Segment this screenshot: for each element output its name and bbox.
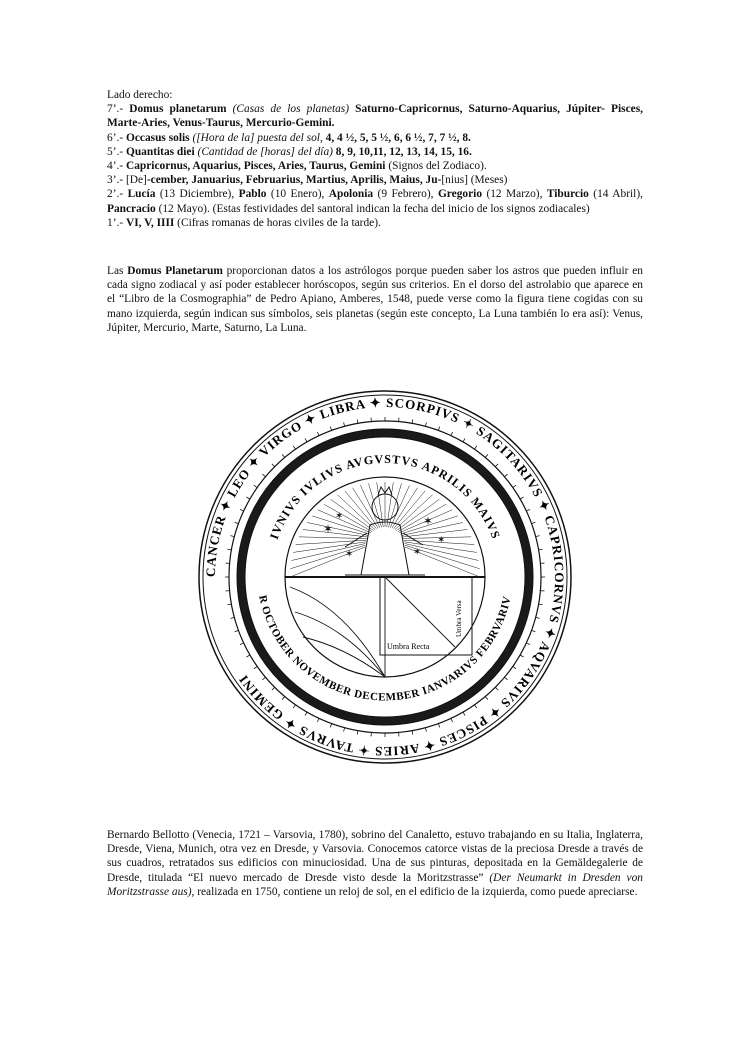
tick-mark [272, 464, 275, 467]
tick-mark [262, 474, 265, 477]
item-values: 8, 9, 10,11, 12, 13, 14, 15, 16. [335, 145, 472, 158]
tick-mark [513, 666, 516, 668]
tick-mark [412, 419, 413, 423]
lower-month-ring-text: R OCTOBER NOVEMBER DECEMBER IANVARIVS FEBRVARIV [256, 594, 514, 704]
item-term: Capricornus, Aquarius, Pisces, Aries, Taurus, Gemini [125, 160, 386, 173]
text-run: (Der Neumarkt in Dresden von Moritzstrasse aus) [107, 871, 643, 898]
tick-mark [246, 655, 249, 657]
text-run: , realizada en 1750, contiene un reloj de sol, en el edificio de la izquierda, como puede apreciarse. [191, 885, 638, 898]
tick-mark [520, 655, 523, 657]
tick-mark [235, 522, 239, 523]
tick-mark [463, 712, 465, 715]
svg-text:✶: ✶ [423, 514, 434, 528]
item-term: Pablo [238, 188, 267, 201]
item-term: Tiburcio [546, 188, 589, 201]
tick-mark [526, 509, 530, 511]
zodiac-ring-text: CANCER ✦ LEO ✦ VIRGO ✦ LIBRA ✦ SCORPIVS ✦ SAGITARIVS ✦ CAPRICORNVS ✦ AQVARIVS ✦ PISCES ✦ ARIES ✦ TAVRVS ✦ GEMINI [202, 394, 568, 760]
list-item-2 [107, 187, 643, 215]
item-gloss: (Cifras romanas de horas civiles de la tarde). [174, 216, 381, 229]
tick-mark [240, 509, 244, 511]
text-run: Las [107, 265, 128, 277]
tick-mark [262, 677, 265, 680]
item-term: Apolonia [328, 188, 374, 201]
item-gloss: (14 Abril), [588, 188, 643, 201]
umbra-recta-label: Umbra Recta [387, 642, 430, 651]
tick-mark [536, 617, 540, 618]
item-gloss: ([Hora de la] puesta del sol, [189, 131, 326, 144]
tick-mark [240, 643, 244, 645]
item-term: Domus planetarum [129, 103, 227, 116]
item-number: 5’.- [107, 145, 126, 158]
tick-mark [344, 422, 345, 426]
tick-mark [539, 604, 543, 605]
item-number: 6’.- [107, 131, 126, 144]
item-gloss: (12 Marzo), [482, 188, 547, 201]
item-number: 1’.- [107, 216, 126, 229]
item-number: 3’.- [107, 174, 126, 187]
item-gloss: (9 Febrero), [373, 188, 438, 201]
tick-mark [227, 549, 231, 550]
tick-mark [230, 536, 234, 537]
tick-mark [485, 697, 488, 700]
tick-mark [254, 485, 257, 487]
item-values: Pisces, Marte-Aries, Venus-Taurus, Mercurio-Gemini. [107, 103, 643, 130]
item-term: Pancracio [107, 202, 156, 215]
tick-mark [230, 617, 234, 618]
svg-text:✶: ✶ [335, 511, 344, 522]
list-item-1 [107, 216, 643, 230]
tick-mark [227, 604, 231, 605]
tick-mark [282, 454, 285, 457]
tick-mark [330, 427, 331, 431]
item-values: 4, 4 ½, 5, 5 ½, 6, 6 ½, 7, 7 ½, 8. [325, 131, 471, 144]
tick-mark [305, 712, 307, 715]
tick-mark [412, 731, 413, 735]
svg-text:✶: ✶ [345, 549, 354, 560]
tick-mark [485, 454, 488, 457]
item-gloss: (12 Mayo). (Estas festividades del santoral indican la fecha del inicio de los signos zodiacales) [155, 202, 590, 215]
tick-mark [474, 446, 476, 449]
item-number: 2’.- [107, 188, 128, 201]
svg-text:✶: ✶ [323, 522, 334, 536]
tick-mark [357, 419, 358, 423]
item-number: 7’.- [107, 103, 130, 116]
tick-mark [451, 718, 453, 722]
list-item-3 [107, 173, 643, 187]
tick-mark [246, 497, 249, 499]
tick-mark [282, 697, 285, 700]
tick-mark [344, 728, 345, 732]
tick-mark [293, 446, 295, 449]
item-gloss: (Casas de los planetas) [226, 103, 356, 116]
item-term: -cember, Januarius, Februarius, Martius, Aprilis, Maius, Ju- [146, 174, 442, 187]
tick-mark [438, 427, 439, 431]
tick-mark [520, 497, 523, 499]
item-gloss: (13 Diciembre), [155, 188, 239, 201]
item-term: Occasus solis [125, 131, 190, 144]
tick-mark [505, 474, 508, 477]
tick-mark [357, 731, 358, 735]
item-term: Lucía [127, 188, 156, 201]
tick-mark [425, 728, 426, 732]
astrolabe-engraving [195, 347, 575, 807]
tick-mark [495, 464, 498, 467]
tick-mark [305, 438, 307, 441]
tick-mark [532, 522, 536, 523]
tick-mark [526, 643, 530, 645]
tick-mark [513, 485, 516, 487]
list-block [107, 88, 643, 230]
text-run: Bernardo Bellotto (Venecia, 1721 – Varsovia, 1780), sobrino del Canaletto, estuvo trabajando en su Italia, Inglaterra, Dresde, Viena, Munich, otra vez en Dresde, y Varsovia. Conocemos catorce vistas de la preciosa Dresde a través de sus cuadros, retratados sus edificios con minuciosidad. Una de sus pinturas, depositada en la Gemäldegalerie de Dresde, titulada “El nuevo mercado de Dresde visto desde la Moritzstrasse” [107, 829, 643, 884]
item-gloss: (10 Enero), [266, 188, 329, 201]
upper-month-ring-text: IVNIVS IVLIVS AVGVSTVS APRILIS MAIVS [266, 451, 504, 542]
section-heading: Lado derecho: [107, 89, 173, 101]
text-run: Domus Planetarum [127, 265, 223, 277]
tick-mark [254, 666, 257, 668]
tick-mark [532, 630, 536, 631]
item-term: Gregorio [437, 188, 483, 201]
tick-mark [272, 687, 275, 690]
tick-mark [474, 705, 476, 708]
item-gloss: [De] [125, 174, 147, 187]
item-term: Quantitas diei [125, 145, 195, 158]
tick-mark [438, 724, 439, 728]
tick-mark [536, 536, 540, 537]
tick-mark [317, 432, 319, 436]
item-gloss: (Cantidad de [horas] del día) [194, 145, 336, 158]
tick-mark [293, 705, 295, 708]
item-gloss: (Signos del Zodiaco). [385, 160, 487, 173]
svg-text:✶: ✶ [437, 535, 446, 546]
item-number: 4’.- [107, 160, 126, 173]
tick-mark [505, 677, 508, 680]
list-item-7 [107, 102, 643, 130]
svg-text:✶: ✶ [413, 547, 422, 558]
umbra-versa-label: Umbra Versa [455, 600, 463, 637]
item-values: Saturno-Capricornus, Saturno-Aquarius, Júpiter- [355, 103, 605, 116]
tick-mark [317, 718, 319, 722]
list-item-6 [107, 131, 643, 145]
tick-mark [463, 438, 465, 441]
list-item-5 [107, 145, 643, 159]
item-term: VI, V, IIII [125, 216, 175, 229]
tick-mark [495, 687, 498, 690]
tick-mark [451, 432, 453, 436]
list-item-4 [107, 159, 643, 173]
tick-mark [539, 549, 543, 550]
body-paragraph-1 [107, 264, 643, 335]
item-gloss: [nius] (Meses) [441, 174, 508, 187]
text-run: proporcionan datos a los astrólogos porque pueden saber los astros que pueden influir en cada signo zodiacal y así poder establecer horóscopos, según sus criterios. En el dorso del astrolabio que aparece en el “Libro de la Cosmographia” de Pedro Apiano, Amberes, 1548, puede verse como la figura tiene cogidas con su mano izquierda, según indican sus símbolos, seis planetas (según este concepto, La Luna también lo era así): Venus, Júpiter, Mercurio, Marte, Saturno, La Luna. [107, 265, 643, 334]
astrolabe-figure [195, 347, 575, 807]
tick-mark [235, 630, 239, 631]
tick-mark [425, 422, 426, 426]
body-paragraph-2 [107, 828, 643, 899]
tick-mark [330, 724, 331, 728]
